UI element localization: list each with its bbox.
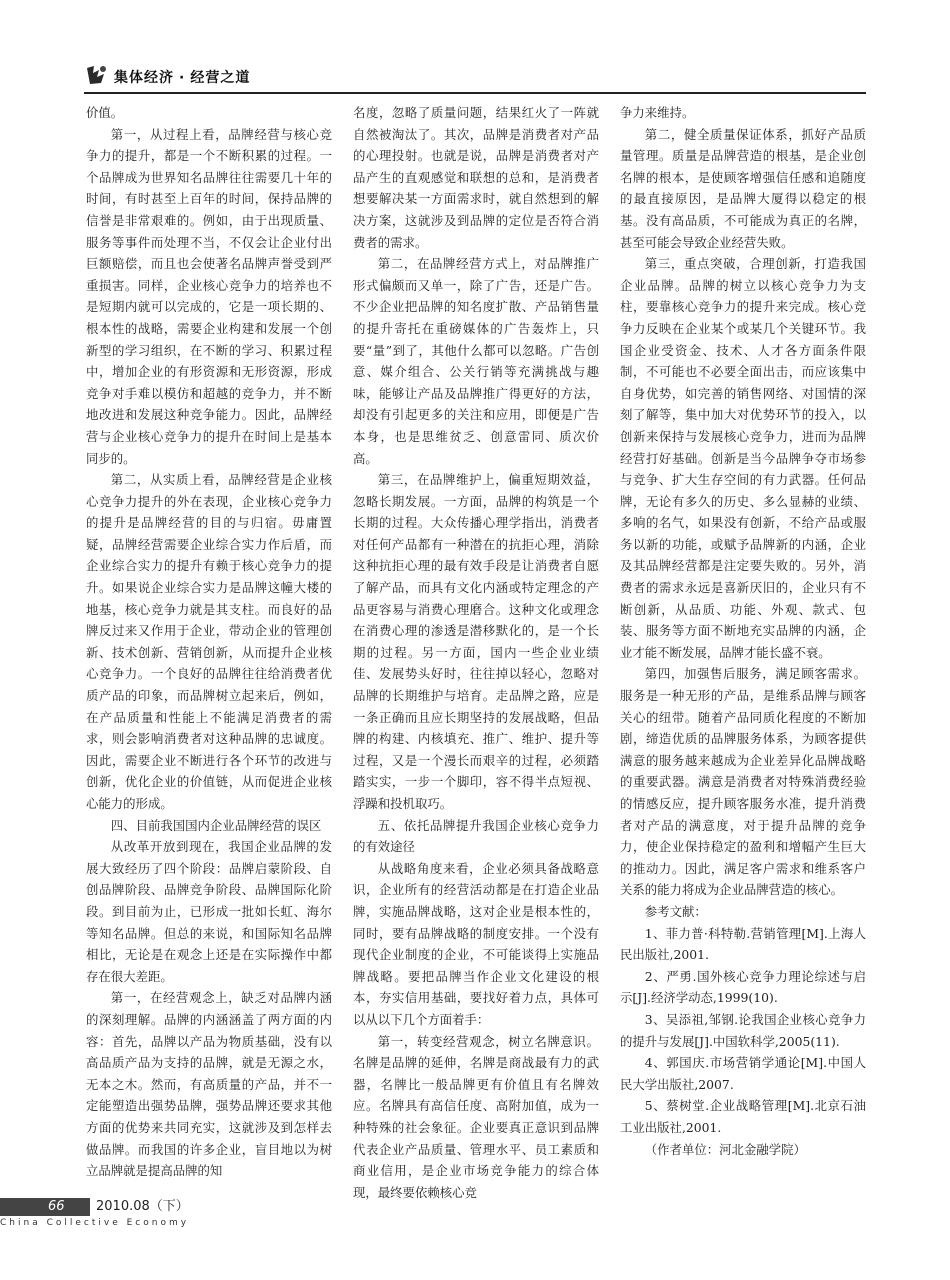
page-number-box (0, 1198, 90, 1216)
journal-logo-icon (84, 64, 108, 86)
paragraph: 第一，在经营观念上，缺乏对品牌内涵的深刻理解。品牌的内涵涵盖了两方面的内容：首先，品牌以产品为物质基础，没有以高品质产品为支持的品牌，就是无源之水，无本之木。然而，有高质量的产品，并不一定能塑造出强势品牌，强势品牌还要求其他方面的优势来共同充实，这就涉及到怎样去做品牌。而我国的许多企业，盲目地以为树立品牌就是提高品牌的知 (86, 990, 332, 1179)
text-column-3 (620, 102, 866, 1160)
page-number: 66 (48, 1199, 65, 1214)
header-rule (84, 92, 866, 94)
reference-entry: 1、菲力普·科特勒.营销管理[M].上海人民出版社,2001. (620, 925, 866, 963)
section-heading: 四、目前我国国内企业品牌经营的误区 (110, 817, 322, 833)
paragraph: 从战略角度来看，企业必须具备战略意识，企业所有的经营活动都是在打造企业品牌，实施品牌战略，这对企业是根本性的，同时，要有品牌战略的制度安排。一个没有现代企业制度的企业，不可能谈得上实施品牌战略。要把品牌当作企业文化建设的根本，夯实信用基础，要找好着力点，具体可以从以下几个方面着手： (353, 860, 599, 1027)
paragraph: 第二，从实质上看，品牌经营是企业核心竞争力提升的外在表现，企业核心竞争力的提升是品牌经营的目的与归宿。毋庸置疑，品牌经营需要企业综合实力作后盾，而企业综合实力的提升有赖于核心竞争力的提升。如果说企业综合实力是品牌这幢大楼的地基，核心竞争力就是其支柱。而良好的品牌反过来又作用于企业，带动企业的管理创新、技术创新、营销创新，从而提升企业核心竞争力。一个良好的品牌往往给消费者优质产品的印象，而品牌树立起来后，例如，在产品质量和性能上不能满足消费者的需求，则会影响消费者对这种品牌的忠诚度。因此，需要企业不断进行各个环节的改进与创新，优化企业的价值链，从而促进企业核心能力的形成。 (86, 472, 332, 811)
reference-entry: 3、吴添祖,邹钢.论我国企业核心竞争力的提升与发展[J].中国软科学,2005(11). (620, 1011, 866, 1049)
reference-entry: 参考文献： (644, 903, 707, 919)
section-heading: 五、依托品牌提升我国企业核心竞争力的有效途径 (353, 817, 599, 855)
paragraph: 第一，转变经营观念，树立名牌意识。名牌是品牌的延伸，名牌是商战最有力的武器，名牌比一般品牌更有价值且有名牌效应。名牌具有高信任度、高附加值，成为一种特殊的社会象征。企业要真正意识到品牌代表企业产品质量、管理水平、员工素质和商业信用，是企业市场竞争能力的综合体现，最终要依赖核心竞 (353, 1033, 599, 1200)
reference-entry: 2、严勇.国外核心竞争力理论综述与启示[J].经济学动态,1999(10). (620, 968, 866, 1006)
reference-entry: 5、蔡树堂.企业战略管理[M].北京石油工业出版社,2001. (620, 1098, 866, 1135)
reference-entry: 4、郭国庆.市场营销学通论[M].中国人民大学出版社,2007. (620, 1055, 866, 1092)
paragraph: 第二，在品牌经营方式上，对品牌推广形式偏颇而又单一，除了广告，还是广告。不少企业把品牌的知名度扩散、产品销售量的提升寄托在重磅媒体的广告轰炸上，只要“量”到了，其他什么都可以忽略。广告创意、媒介组合、公关行销等充满挑战与趣味，能够让产品及品牌推广得更好的方法，却没有引起更多的关注和应用，即便是广告本身，也是思维贫乏、创意雷同、质次价高。 (353, 256, 599, 466)
page-footer (0, 1198, 400, 1238)
journal-name-cn: 集体经济 (114, 70, 174, 86)
paragraph: 从改革开放到现在，我国企业品牌的发展大致经历了四个阶段：品牌启蒙阶段、自创品牌阶段、品牌竞争阶段、品牌国际化阶段。到目前为止，已形成一批如长虹、海尔等知名品牌。但总的来说，和国际知名品牌相比，无论是在观念上还是在实际操作中都存在很大差距。 (86, 839, 332, 984)
section-name: 经营之道 (190, 70, 251, 86)
paragraph: 第二，健全质量保证体系，抓好产品质量管理。质量是品牌营造的根基，是企业创名牌的根本，是使顾客增强信任感和追随度的最直接原因，是品牌大厦得以稳定的根基。没有高品质，不可能成为真正的名牌，甚至可能会导致企业经营失败。 (620, 126, 866, 250)
paragraph: 第三，重点突破，合理创新，打造我国企业品牌。品牌的树立以核心竞争力为支柱，要靠核心竞争力的提升来完成。核心竞争力反映在企业某个或某几个关键环节。我国企业受资金、技术、人才各方面条件限制，不可能也不必要全面出击，而应该集中自身优势，如完善的销售网络、对国情的深刻了解等，集中加大对优势环节的投入，以创新来保持与发展核心竞争力，进而为品牌经营打好基础。创新是当今品牌争夺市场参与竞争、扩大生存空间的有力武器。任何品牌，无论有多久的历史、多么显赫的业绩、多响的名气，如果没有创新，不给产品或服务以新的功能，或赋予品牌新的内涵，企业及其品牌经营都是注定要失败的。另外，消费者的需求永远是喜新厌旧的，企业只有不断创新，从品质、功能、外观、款式、包装、服务等方面不断地充实品牌的内涵，企业才能不断发展，品牌才能长盛不衰。 (620, 256, 866, 660)
paragraph: 价值。 (86, 105, 124, 120)
issue-date: 2010.08（下） (96, 1199, 189, 1214)
paragraph: 第四，加强售后服务，满足顾客需求。服务是一种无形的产品，是维系品牌与顾客关心的纽带。随着产品同质化程度的不断加剧，缔造优质的品牌服务体系，为顾客提供满意的服务越来越成为企业差异化品牌战略的重要武器。满意是消费者对特殊消费经验的情感反应，提升顾客服务水准，提升消费者对产品的满意度，对于提升品牌的竞争力，使企业保持稳定的盈利和增幅产生巨大的推动力。因此，满足客户需求和维系客户关系的能力将成为企业品牌营造的核心。 (620, 666, 866, 898)
title-separator: · (179, 70, 186, 86)
page-header (84, 64, 864, 94)
journal-name-en: China Collective Economy (0, 1218, 190, 1228)
paragraph: 争力来维持。 (620, 105, 695, 120)
reference-entry: （作者单位：河北金融学院） (644, 1141, 806, 1157)
journal-title (114, 67, 250, 87)
text-column-1 (86, 102, 332, 1182)
text-column-2 (353, 102, 599, 1203)
paragraph: 第三，在品牌维护上，偏重短期效益，忽略长期发展。一方面，品牌的构筑是一个长期的过程。大众传播心理学指出，消费者对任何产品都有一种潜在的抗拒心理，消除这种抗拒心理的最有效手段是让消费者自愿了解产品，而具有文化内涵或特定理念的产品更容易与消费心理磨合。这种文化或理念在消费心理的渗透是潜移默化的，是一个长期的过程。另一方面，国内一些企业业绩佳、发展势头好时，往往掉以轻心，忽略对品牌的长期维护与培育。走品牌之路，应是一条正确而且应长期坚持的发展战略，但品牌的构建、内核填充、推广、维护、提升等过程，又是一个漫长而艰辛的过程，必须踏踏实实，一步一个脚印，容不得半点短视、浮躁和投机取巧。 (353, 472, 599, 811)
paragraph: 名度，忽略了质量问题，结果红火了一阵就自然被淘汰了。其次，品牌是消费者对产品的心理投射。也就是说，品牌是消费者对产品产生的直观感觉和联想的总和，是消费者想要解决某一方面需求时，就自然想到的解决方案，这就涉及到品牌的定位是否符合消费者的需求。 (353, 105, 599, 250)
paragraph: 第一，从过程上看，品牌经营与核心竞争力的提升，都是一个不断积累的过程。一个品牌成为世界知名品牌往往需要几十年的时间，有时甚至上百年的时间，保持品牌的信誉是非常艰难的。例如，由于出现质量、服务等事件而处理不当，不仅会让企业付出巨额赔偿，而且也会使著名品牌声誉受到严重损害。同样，企业核心竞争力的培养也不是短期内就可以完成的，它是一项长期的、根本性的战略，需要企业构建和发展一个创新型的学习组织，在不断的学习、积累过程中，增加企业的有形资源和无形资源，形成竞争对手难以模仿和超越的竞争力，并不断地改进和发展这种竞争能力。因此，品牌经营与企业核心竞争力的提升在时间上是基本同步的。 (86, 126, 332, 466)
